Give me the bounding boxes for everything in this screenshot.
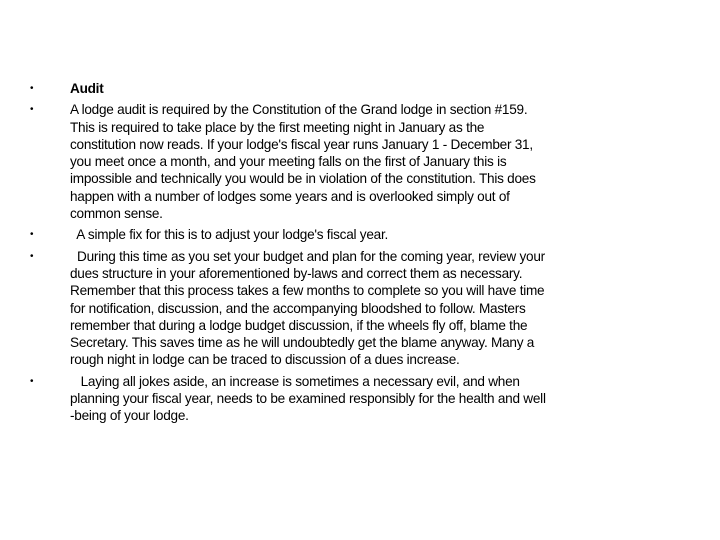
text-line: happen with a number of lodges some years and is overlooked simply out of xyxy=(70,188,510,204)
paragraph-item xyxy=(30,226,700,243)
heading-item xyxy=(30,80,700,97)
text-line: remember that during a lodge budget discussion, if the wheels fly off, blame the xyxy=(70,317,528,333)
text-line: you meet once a month, and your meeting falls on the first of January this is xyxy=(70,154,507,170)
text-line: This is required to take place by the first meeting night in January as the xyxy=(70,119,485,135)
bullet-icon: • xyxy=(30,229,34,241)
text-line: constitution now reads. If your lodge's fiscal year runs January 1 - December 31, xyxy=(70,136,533,152)
bullet-icon: • xyxy=(30,83,34,94)
text-line: -being of your lodge. xyxy=(70,408,189,424)
paragraph-item xyxy=(30,248,700,369)
bullet-icon: • xyxy=(30,104,34,116)
bullet-list xyxy=(30,80,700,429)
text-line: Secretary. This saves time as he will undoubtedly get the blame anyway. Many a xyxy=(70,335,535,351)
paragraph-item xyxy=(30,373,700,425)
text-line: common sense. xyxy=(70,206,163,222)
text-line: During this time as you set your budget and plan for the coming year, review your xyxy=(70,248,545,264)
paragraph-item xyxy=(30,101,700,222)
text-line: A simple fix for this is to adjust your lodge's fiscal year. xyxy=(70,227,389,243)
text-line: A lodge audit is required by the Constitution of the Grand lodge in section #159. xyxy=(70,102,528,118)
text-line: rough night in lodge can be traced to discussion of a dues increase. xyxy=(70,352,460,368)
text-line: impossible and technically you would be in violation of the constitution. This does xyxy=(70,171,536,187)
section-title: Audit xyxy=(70,81,104,96)
text-line: Laying all jokes aside, an increase is sometimes a necessary evil, and when xyxy=(70,373,520,389)
text-line: for notification, discussion, and the accompanying bloodshed to follow. Masters xyxy=(70,300,526,316)
text-line: dues structure in your aforementioned by-laws and correct them as necessary. xyxy=(70,265,523,281)
text-line: planning your fiscal year, needs to be examined responsibly for the health and well xyxy=(70,391,546,407)
text-line: Remember that this process takes a few months to complete so you will have time xyxy=(70,283,545,299)
bullet-icon: • xyxy=(30,250,34,262)
bullet-icon: • xyxy=(30,375,34,387)
